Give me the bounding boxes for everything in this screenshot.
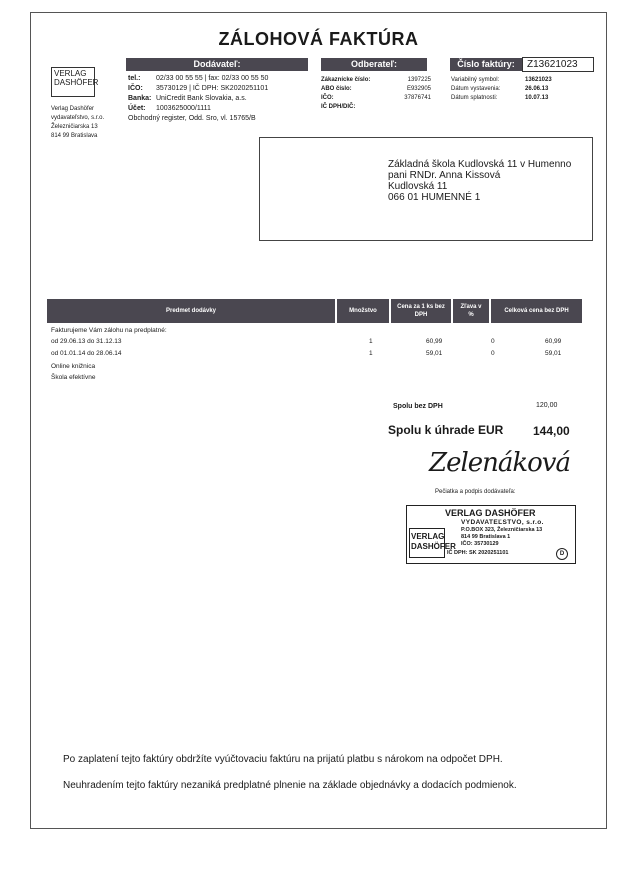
footer-note-1: Po zaplatení tejto faktúry obdržíte vyúčtovaciu faktúru na prijatú platbu s nárokom na odpočet DPH. [63, 754, 503, 765]
table-row: od 29.06.13 do 31.12.13 1 60,99 0 60,99 [51, 338, 562, 345]
col-total: Celková cena bez DPH [491, 299, 582, 323]
table-row: od 01.01.14 do 28.06.14 1 59,01 0 59,01 [51, 350, 562, 357]
stamp-logo: VERLAG DASHÖFER [409, 528, 445, 558]
table-intro: Fakturujeme Vám zálohu na predplatné: [51, 327, 167, 334]
supplier-details: tel.: 02/33 00 55 55 | fax: 02/33 00 55 50 IČO: 35730129 | IČ DPH: SK2020251101 Banka: UniCredit Bank Slovakia, a.s. Účet: 1003625000/1111 Obchodný register, Odd. Sro, vl. 15765/B [128, 75, 269, 122]
supplier-header: Dodávateľ: [126, 58, 308, 71]
list-item: Škola efektívne [51, 374, 96, 381]
list-item: Online knižnica [51, 363, 96, 370]
supplier-name-block: Verlag Dashöfer vydavateľstvo, s.r.o. Železničiarska 13 814 99 Bratislava [51, 106, 105, 139]
customer-details: Zákaznícke číslo: 1397225 ABO číslo: E932905 IČO: 37876741 IČ DPH/DIČ: [321, 77, 431, 110]
invoice-number-label: Číslo faktúry: [450, 58, 522, 71]
col-discount: Zľava v % [453, 299, 489, 323]
recipient-address: Základná škola Kudlovská 11 v Humenno pani RNDr. Anna Kissová Kudlovská 11 066 01 HUMENNÉ 1 [388, 159, 572, 203]
invoice-details: Variabilný symbol: 13621023 Dátum vystavenia: 26.06.13 Dátum splatnosti: 10.07.13 [451, 77, 552, 101]
invoice-page [30, 12, 607, 829]
invoice-number-value: Z13621023 [522, 57, 594, 72]
document-title: ZÁLOHOVÁ FAKTÚRA [218, 29, 419, 49]
signature: Zelenáková [429, 448, 570, 478]
signature-caption: Pečiatka a podpis dodávateľa: [435, 489, 516, 495]
col-quantity: Množstvo [337, 299, 389, 323]
col-unit-price: Cena za 1 ks bez DPH [391, 299, 451, 323]
footer-note-2: Neuhradením tejto faktúry nezaniká predplatné plnenie na základe objednávky a dodacích podmienok. [63, 780, 517, 791]
items-table-header [47, 299, 582, 323]
subtotal-value: 120,00 [536, 402, 558, 409]
supplier-logo: VERLAG DASHÖFER [51, 67, 95, 97]
stamp-mark: D [556, 548, 568, 560]
total-label: Spolu k úhrade EUR [388, 423, 504, 437]
subtotal-label: Spolu bez DPH [393, 403, 443, 410]
customer-header: Odberateľ: [321, 58, 427, 71]
total-value: 144,00 [533, 424, 570, 438]
col-description: Predmet dodávky [47, 299, 335, 323]
company-stamp: VERLAG DASHÖFER VERLAG DASHÖFER VYDAVATEĽSTVO, s.r.o. P.O.BOX 323, Železničiarska 13 814 99 Bratislava 1 IČO: 35730129 IČ DPH: SK 2020251101 D [406, 505, 576, 564]
